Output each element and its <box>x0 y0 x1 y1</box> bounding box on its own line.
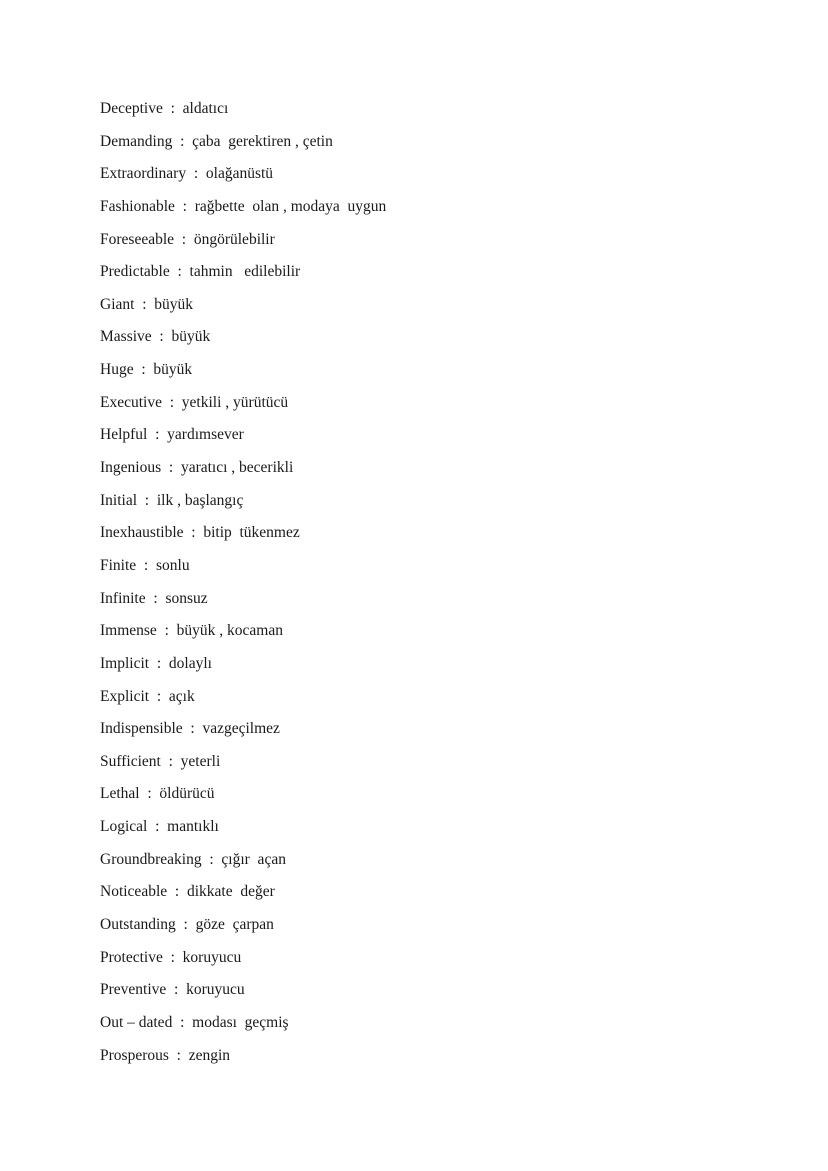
vocab-term: Inexhaustible <box>100 524 184 542</box>
vocab-separator: : <box>145 589 166 607</box>
vocab-separator: : <box>183 524 204 542</box>
vocab-entry-noticeable <box>100 879 386 912</box>
vocab-entry-sufficient <box>100 749 386 782</box>
vocab-entry-initial <box>100 488 386 521</box>
vocab-term: Demanding <box>100 132 173 150</box>
vocab-meaning: mantıklı <box>167 818 219 836</box>
vocab-entry-lethal <box>100 781 386 814</box>
vocab-term: Deceptive <box>100 100 163 117</box>
vocab-term: Groundbreaking <box>100 850 202 868</box>
vocab-term: Giant <box>100 295 135 313</box>
vocab-meaning: dolaylı <box>168 654 212 672</box>
vocab-meaning: rağbette olan , modaya uygun <box>194 197 387 215</box>
vocab-separator: : <box>172 1013 193 1031</box>
vocab-entry-out-dated <box>100 1010 386 1043</box>
vocab-separator: : <box>160 752 181 770</box>
vocab-term: Ingenious <box>100 459 162 477</box>
vocab-term: Logical <box>100 818 148 836</box>
vocab-entry-fashionable <box>100 194 386 227</box>
vocab-term: Outstanding <box>100 916 176 934</box>
vocab-entry-ingenious <box>100 455 386 488</box>
vocabulary-list <box>100 96 386 1075</box>
vocab-entry-outstanding <box>100 912 386 945</box>
vocab-entry-preventive <box>100 977 386 1010</box>
vocab-separator: : <box>175 916 196 934</box>
vocab-meaning: çaba gerektiren , çetin <box>192 132 333 150</box>
vocab-meaning: vazgeçilmez <box>202 720 280 738</box>
vocab-term: Noticeable <box>100 883 168 901</box>
vocab-separator: : <box>169 263 190 281</box>
vocab-term: Extraordinary <box>100 165 187 183</box>
vocab-meaning: büyük <box>153 361 193 379</box>
vocab-meaning: yetkili , yürütücü <box>181 393 289 411</box>
vocab-meaning: olağanüstü <box>205 165 274 183</box>
vocab-separator: : <box>174 197 195 215</box>
vocab-entry-executive <box>100 390 386 423</box>
vocab-separator: : <box>134 295 155 313</box>
vocab-term: Out – dated <box>100 1013 173 1031</box>
vocab-entry-explicit <box>100 684 386 717</box>
vocab-entry-immense <box>100 618 386 651</box>
vocab-term: Explicit <box>100 687 150 705</box>
vocab-separator: : <box>133 361 154 379</box>
vocab-separator: : <box>161 393 182 411</box>
vocab-meaning: ilk , başlangıç <box>156 491 244 509</box>
vocab-separator: : <box>161 459 181 477</box>
vocab-separator: : <box>136 556 156 574</box>
vocab-meaning: büyük <box>154 295 193 313</box>
vocab-meaning: dikkate değer <box>186 883 275 901</box>
vocab-entry-massive <box>100 324 386 357</box>
vocab-meaning: yaratıcı , becerikli <box>180 459 294 477</box>
vocab-entry-deceptive <box>100 96 386 129</box>
vocab-term: Foreseeable <box>100 230 175 248</box>
vocab-entry-foreseeable <box>100 227 386 260</box>
vocab-entry-demanding <box>100 129 386 162</box>
vocab-entry-implicit <box>100 651 386 684</box>
vocab-entry-extraordinary <box>100 161 386 194</box>
vocab-entry-huge <box>100 357 386 390</box>
vocab-entry-groundbreaking <box>100 847 386 880</box>
vocab-meaning: çığır açan <box>221 850 286 868</box>
vocab-entry-protective <box>100 945 386 978</box>
vocab-meaning: öngörülebilir <box>193 230 275 248</box>
vocab-term: Finite <box>100 556 137 574</box>
vocab-term: Predictable <box>100 263 170 281</box>
vocab-term: Protective <box>100 948 163 966</box>
vocab-separator: : <box>172 132 193 150</box>
vocab-term: Indispensible <box>100 720 183 738</box>
vocab-meaning: göze çarpan <box>195 916 274 934</box>
vocab-meaning: büyük <box>171 328 211 346</box>
vocab-separator: : <box>151 328 172 346</box>
vocab-separator: : <box>149 654 169 672</box>
vocab-meaning: sonlu <box>155 556 190 574</box>
vocab-meaning: yardımsever <box>167 426 244 444</box>
vocab-separator: : <box>174 230 194 248</box>
vocab-separator: : <box>182 720 203 738</box>
vocab-meaning: öldürücü <box>159 785 215 803</box>
vocab-term: Preventive <box>100 981 167 999</box>
vocab-meaning: sonsuz <box>165 589 208 607</box>
vocab-separator: : <box>156 622 177 640</box>
vocab-meaning: yeterli <box>180 752 221 770</box>
vocab-term: Prosperous <box>100 1046 169 1064</box>
vocab-entry-prosperous <box>100 1043 386 1076</box>
vocab-separator: : <box>166 981 187 999</box>
vocab-term: Fashionable <box>100 197 175 215</box>
vocab-separator: : <box>167 883 187 901</box>
vocab-term: Lethal <box>100 785 140 803</box>
vocab-term: Infinite <box>100 589 146 607</box>
vocab-entry-indispensible <box>100 716 386 749</box>
vocab-term: Initial <box>100 491 138 509</box>
vocab-term: Sufficient <box>100 752 161 770</box>
vocab-separator: : <box>137 491 157 509</box>
vocab-separator: : <box>162 948 183 966</box>
vocab-meaning: büyük , kocaman <box>176 622 283 640</box>
vocab-separator: : <box>149 687 169 705</box>
vocab-meaning: tahmin edilebilir <box>189 263 301 281</box>
vocab-term: Immense <box>100 622 157 640</box>
vocab-entry-finite <box>100 553 386 586</box>
vocab-separator: : <box>147 426 168 444</box>
vocab-meaning: bitip tükenmez <box>203 524 300 542</box>
vocab-entry-giant <box>100 292 386 325</box>
vocab-meaning: açık <box>168 687 195 705</box>
vocab-entry-logical <box>100 814 386 847</box>
vocab-entry-predictable <box>100 259 386 292</box>
vocab-meaning: koruyucu <box>182 948 242 966</box>
vocab-entry-infinite <box>100 586 386 619</box>
vocab-separator: : <box>168 1046 189 1064</box>
vocab-meaning: modası geçmiş <box>192 1013 289 1031</box>
vocab-term: Implicit <box>100 654 150 672</box>
vocab-term: Executive <box>100 393 162 411</box>
vocab-separator: : <box>162 100 183 117</box>
vocab-meaning: koruyucu <box>186 981 245 999</box>
vocab-separator: : <box>186 165 206 183</box>
vocab-meaning: zengin <box>188 1046 231 1064</box>
vocab-separator: : <box>139 785 160 803</box>
vocab-entry-helpful <box>100 422 386 455</box>
vocab-term: Huge <box>100 361 134 379</box>
vocab-meaning: aldatıcı <box>182 100 229 117</box>
vocab-separator: : <box>201 850 222 868</box>
vocab-separator: : <box>147 818 168 836</box>
vocab-entry-inexhaustible <box>100 520 386 553</box>
vocab-term: Helpful <box>100 426 148 444</box>
vocab-term: Massive <box>100 328 152 346</box>
